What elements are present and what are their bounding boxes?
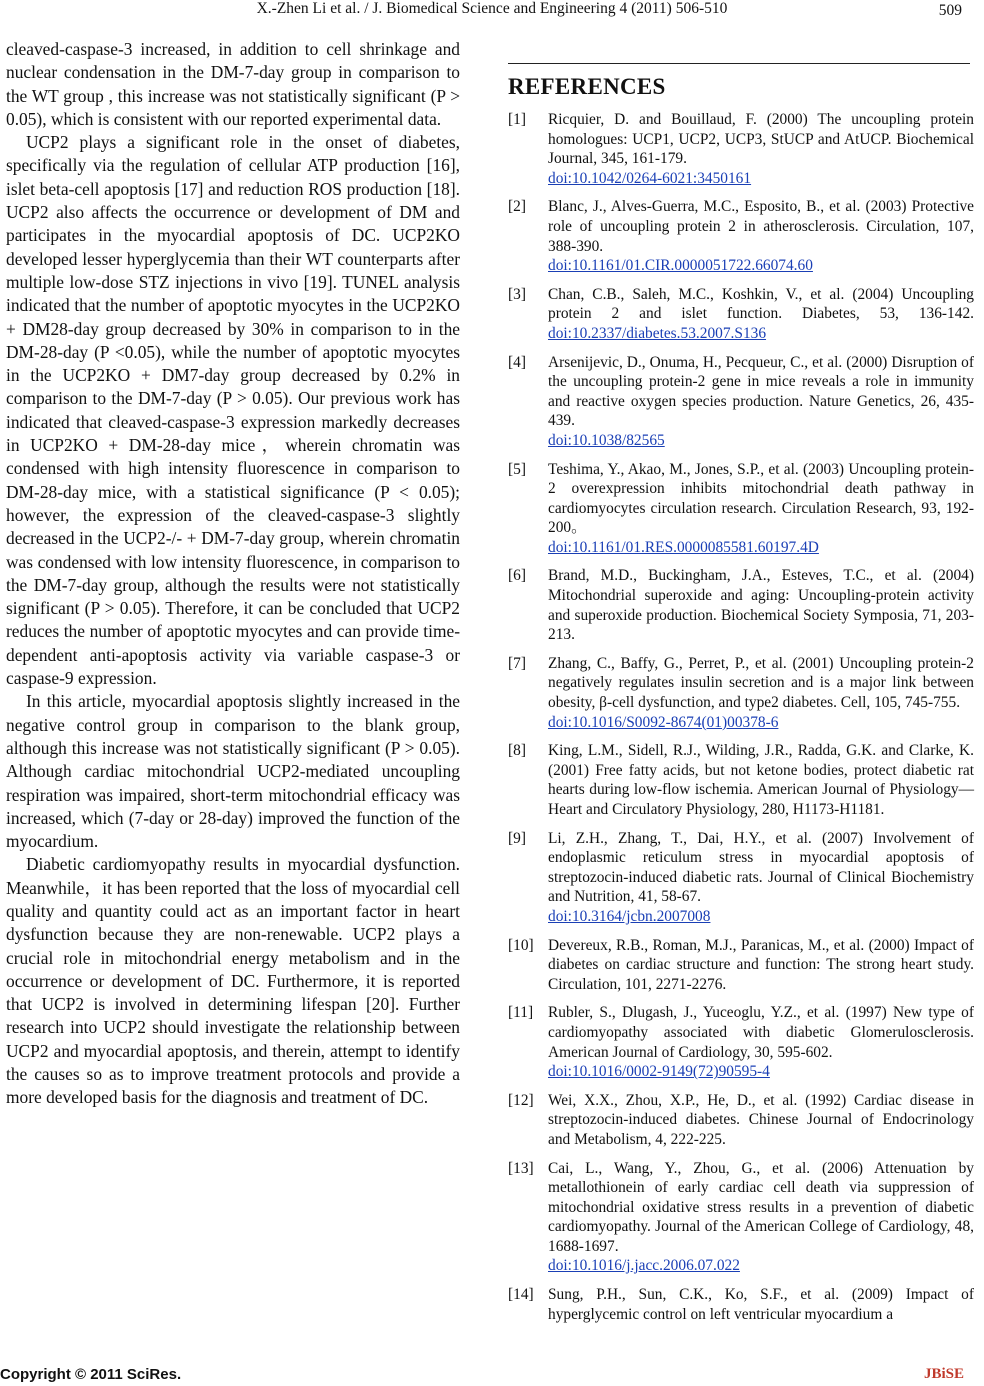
reference-item bbox=[508, 197, 974, 275]
page-number: 509 bbox=[938, 2, 962, 19]
reference-number: [8] bbox=[508, 742, 526, 760]
page-footer bbox=[0, 1366, 984, 1386]
doi-link[interactable]: doi:10.1042/0264-6021:3450161 bbox=[548, 169, 752, 187]
body-paragraph: In this article, myocardial apoptosis slightly increased in the negative control group in comparison to the blank group, although this increase was not statistically significant (P > 0.05). Although cardiac mitochondrial UCP2-mediated uncoupling respiration was impaired, short-term mitochondrial efficacy was increased, which (7-day or 28-day) improved the function of the myocardium. bbox=[6, 691, 460, 852]
reference-citation: Cai, L., Wang, Y., Zhou, G., et al. (2006) Attenuation by metallothionein of early cardiac cell death via suppression of mitochondrial oxidative stress results in a prevention of diabetic cardiomyopathy. Journal of the American College of Cardiology, 48, 1688-1697. bbox=[548, 1159, 974, 1255]
reference-number: [5] bbox=[508, 460, 526, 478]
reference-number: [10] bbox=[508, 936, 534, 954]
journal-abbreviation: JBiSE bbox=[923, 1366, 964, 1382]
reference-number: [11] bbox=[508, 1004, 534, 1022]
reference-citation: Li, Z.H., Zhang, T., Dai, H.Y., et al. (2007) Involvement of endoplasmic reticulum stress in myocardial apoptosis of streptozocin-induced diabetic rats. Journal of Clinical Biochemistry and Nutrition, 41, 58-67. bbox=[548, 829, 974, 906]
running-header: X.-Zhen Li et al. / J. Biomedical Science and Engineering 4 (2011) 506-510 bbox=[256, 0, 728, 17]
reference-item bbox=[508, 460, 974, 558]
reference-citation: Blanc, J., Alves-Guerra, M.C., Esposito, B., et al. (2003) Protective role of uncoupling protein 2 in atherosclerosis. Circulation, 107, 388-390. bbox=[548, 198, 974, 255]
reference-item bbox=[508, 285, 974, 344]
reference-item bbox=[508, 1003, 974, 1081]
reference-citation: Chan, C.B., Saleh, M.C., Koshkin, V., et al. (2004) Uncoupling protein 2 and islet function. Diabetes, 53, 136-142. bbox=[548, 285, 974, 323]
reference-citation: Ricquier, D. and Bouillaud, F. (2000) The uncoupling protein homologues: UCP1, UCP2, UCP3, StUCP and AtUCP. Biochemical Journal, 345, 161-179. bbox=[548, 111, 974, 168]
reference-number: [14] bbox=[508, 1286, 534, 1304]
reference-number: [1] bbox=[508, 111, 526, 128]
reference-number: [2] bbox=[508, 198, 526, 216]
doi-link[interactable]: doi:10.2337/diabetes.53.2007.S136 bbox=[548, 324, 767, 342]
reference-number: [13] bbox=[508, 1159, 534, 1177]
reference-item bbox=[508, 1159, 974, 1277]
reference-text bbox=[548, 936, 974, 995]
reference-list bbox=[508, 110, 974, 1333]
reference-text bbox=[548, 654, 974, 732]
reference-citation: Teshima, Y., Akao, M., Jones, S.P., et al. (2003) Uncoupling protein-2 overexpression inhibits mitochondrial death pathway in cardiomyocytes circulation research. Circulation Research, 93, 192-200。 bbox=[548, 460, 974, 537]
reference-item bbox=[508, 110, 974, 188]
body-paragraph: cleaved-caspase-3 increased, in addition to cell shrinkage and nuclear condensation in the DM-7-day group in comparison to the WT group , this increase was not statistically significant (P > 0.05), which is consistent with our reported experimental data. bbox=[6, 39, 460, 129]
reference-text bbox=[548, 741, 974, 819]
copyright-notice: Copyright © 2011 SciRes. bbox=[0, 1366, 182, 1383]
reference-item bbox=[508, 829, 974, 927]
reference-text bbox=[548, 110, 974, 188]
reference-citation: Devereux, R.B., Roman, M.J., Paranicas, M., et al. (2000) Impact of diabetes on cardiac structure and function: The strong heart study. Circulation, 101, 2271-2276. bbox=[548, 936, 974, 993]
reference-item bbox=[508, 566, 974, 644]
reference-item bbox=[508, 1285, 974, 1324]
reference-text bbox=[548, 829, 974, 927]
reference-text bbox=[548, 353, 974, 451]
reference-number: [4] bbox=[508, 353, 526, 371]
reference-text bbox=[548, 1003, 974, 1081]
reference-text bbox=[548, 460, 974, 558]
doi-link[interactable]: doi:10.1038/82565 bbox=[548, 431, 665, 449]
doi-link[interactable]: doi:10.1016/j.jacc.2006.07.022 bbox=[548, 1257, 740, 1275]
references-divider bbox=[508, 63, 970, 64]
reference-citation: Zhang, C., Baffy, G., Perret, P., et al. (2001) Uncoupling protein-2 negatively regulates insulin secretion and is a major link between obesity, β-cell dysfunction, and type2 diabetes. Cell, 105, 745-755. bbox=[548, 654, 974, 712]
reference-text bbox=[548, 1285, 974, 1324]
reference-item bbox=[508, 353, 974, 451]
body-paragraph: Diabetic cardiomyopathy results in myocardial dysfunction. Meanwhile，it has been reported that the loss of myocardial cell quality and quantity could act as an important factor in heart dysfunction because they are non-renewable. UCP2 plays a crucial role in mitochondrial energy metabolism and in the occurrence or development of DC. Furthermore, it is reported that UCP2 is involved in determining lifespan [20]. Further research into UCP2 should investigate the relationship between UCP2 and myocardial apoptosis, and therein, attempt to identify the causes so as to improve treatment protocols and provide a more developed basis for the diagnosis and treatment of DC. bbox=[6, 854, 460, 1108]
reference-citation: King, L.M., Sidell, R.J., Wilding, J.R., Radda, G.K. and Clarke, K. (2001) Free fatty acids, but not ketone bodies, protect diabetic rat hearts during low-flow ischemia. American Journal of Physiology—Heart and Circulatory Physiology, 280, H1173-H1181. bbox=[548, 742, 974, 818]
reference-item bbox=[508, 654, 974, 732]
doi-link[interactable]: doi:10.1016/0002-9149(72)90595-4 bbox=[548, 1063, 770, 1081]
page-header bbox=[0, 0, 984, 28]
reference-text bbox=[548, 566, 974, 644]
reference-item bbox=[508, 741, 974, 819]
reference-citation: Arsenijevic, D., Onuma, H., Pecqueur, C., et al. (2000) Disruption of the uncoupling protein-2 gene in mice reveals a role in immunity and reactive oxygen species production. Nature Genetics, 26, 435-439. bbox=[548, 353, 974, 430]
reference-text bbox=[548, 1091, 974, 1150]
reference-text bbox=[548, 197, 974, 275]
body-paragraph: UCP2 plays a significant role in the onset of diabetes, specifically via the regulation of cellular ATP production [16], islet beta-cell apoptosis [17] and reduction ROS production [18]. UCP2 also affects the occurrence or development of DM and participates in the myocardial apoptosis of DC. UCP2KO developed lesser hyperglycemia than their WT counterparts after multiple low-dose STZ injections in vivo [19]. TUNEL analysis indicated that the number of apoptotic myocytes in the UCP2KO + DM28-day group decreased by 30% in comparison to in the DM-28-day (P <0.05), while the number of apoptotic myocytes in the UCP2KO + DM7-day group decreased by 0.2% in comparison to the DM-7-day (P > 0.05). Our previous work has indicated that cleaved-caspase-3 expression markedly decreases in UCP2KO + DM-28-day mice，wherein chromatin was condensed with high intensity fluorescence in comparison to DM-28-day mice, with a statistical significance (P < 0.05); however, the expression of the cleaved-caspase-3 slightly decreased in the UCP2-/- + DM-7-day group, wherein chromatin was condensed with low intensity fluorescence, in comparison to the DM-7-day group, although the results were not statistically significant (P > 0.05). Therefore, it can be concluded that UCP2 reduces the number of apoptotic myocytes and can provide time-dependent anti-apoptosis activity via variable caspase-3 or caspase-9 expression. bbox=[6, 132, 460, 689]
references-heading: REFERENCES bbox=[508, 74, 666, 99]
doi-link[interactable]: doi:10.1016/S0092-8674(01)00378-6 bbox=[548, 713, 779, 731]
reference-number: [9] bbox=[508, 829, 526, 847]
reference-citation: Wei, X.X., Zhou, X.P., He, D., et al. (1992) Cardiac disease in streptozocin-induced diabetes. Chinese Journal of Endocrinology and Metabolism, 4, 222-225. bbox=[548, 1091, 974, 1148]
reference-citation: Rubler, S., Dlugash, J., Yuceoglu, Y.Z., et al. (1997) New type of cardiomyopathy associated with diabetic Glomerulosclerosis. American Journal of Cardiology, 30, 595-602. bbox=[548, 1004, 974, 1061]
reference-number: [3] bbox=[508, 285, 526, 303]
body-text-column bbox=[6, 38, 460, 1110]
reference-text bbox=[548, 1159, 974, 1277]
reference-text bbox=[548, 285, 974, 344]
reference-number: [12] bbox=[508, 1091, 534, 1109]
reference-citation: Brand, M.D., Buckingham, J.A., Esteves, T.C., et al. (2004) Mitochondrial superoxide and aging: Uncoupling-protein activity and superoxide production. Biochemical Society Symposia, 71, 203-213. bbox=[548, 567, 974, 644]
reference-citation: Sung, P.H., Sun, C.K., Ko, S.F., et al. (2009) Impact of hyperglycemic control on left ventricular myocardium a bbox=[548, 1286, 974, 1323]
doi-link[interactable]: doi:10.1161/01.CIR.0000051722.66074.60 bbox=[548, 257, 813, 275]
reference-item bbox=[508, 1091, 974, 1150]
reference-number: [7] bbox=[508, 654, 526, 672]
doi-link[interactable]: doi:10.1161/01.RES.0000085581.60197.4D bbox=[548, 538, 819, 556]
reference-item bbox=[508, 936, 974, 995]
doi-link[interactable]: doi:10.3164/jcbn.2007008 bbox=[548, 907, 711, 925]
reference-number: [6] bbox=[508, 567, 526, 585]
